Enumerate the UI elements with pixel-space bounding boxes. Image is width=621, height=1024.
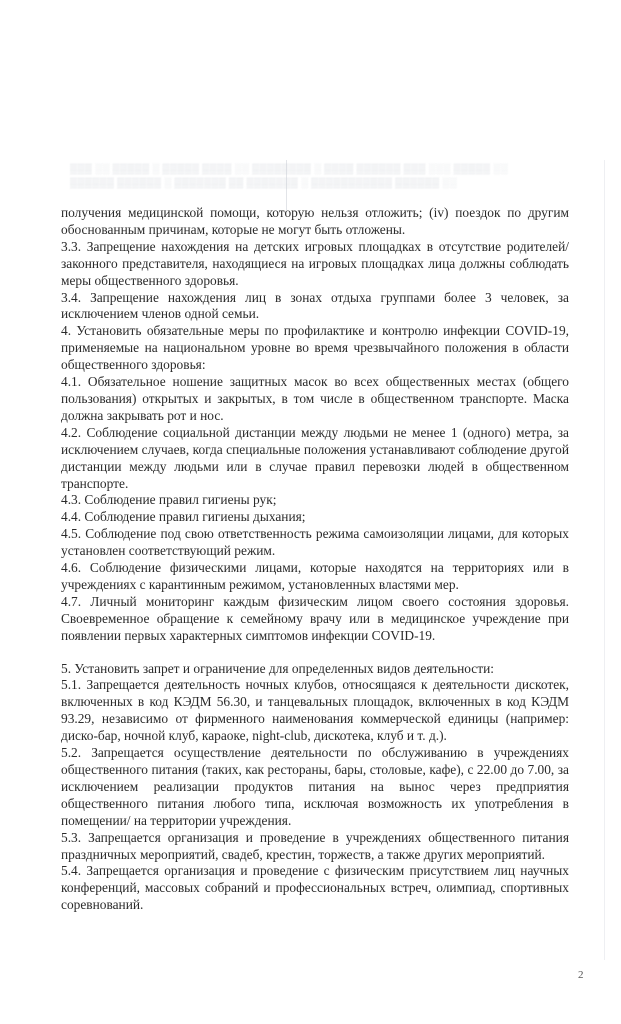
paragraph-continuation: получения медицинской помощи, которую нельзя отложить; (iv) поездок по другим обоснованным причинам, которые не могут быть отложены. [61,205,569,237]
paragraph-5-4: 5.4. Запрещается организация и проведение с физическим присутствием лиц научных конференций, массовых собраний и профессиональных встреч, олимпиад, спортивных соревнований. [61,863,569,913]
paragraph-4-7: 4.7. Личный мониторинг каждым физическим лицом своего состояния здоровья. Своевременное обращение к семейному врачу или в медицинское учреждение при появлении первых характерных симптомов инфекции COVID-19. [61,593,569,643]
bleed-through-text: ▒▒▒ ░░ ▒▒▒▒▒ ░ ▒▒▒▒▒ ▒▒▒▒ ░░ ▒▒▒▒▒▒▒▒ ░ ▒▒▒▒ ▒▒▒▒▒▒ ▒▒▒ ░░░ ▒▒▒▒▒ ░░ ▒▒▒▒▒▒ ▒▒▒▒▒▒ ░ ▒▒▒▒▒▒▒ ▒▒ ▒▒▒▒▒▒▒ ░ ▒▒▒▒▒▒▒▒▒▒▒ ▒▒▒▒▒▒ ░░ [70,164,508,189]
page-number: 2 [578,969,584,981]
paragraph-5: 5. Установить запрет и ограничение для определенных видов деятельности: [61,660,494,676]
paragraph-5-3: 5.3. Запрещается организация и проведение в учреждениях общественного питания праздничных мероприятий, свадеб, крестин, торжеств, а также других мероприятий. [61,829,569,862]
paragraph-4-3: 4.3. Соблюдение правил гигиены рук; [61,492,277,508]
scan-edge-line [604,160,605,960]
paragraph-5-1: 5.1. Запрещается деятельность ночных клубов, относящаяся к деятельности дискотек, включенных в код КЭДМ 56.30, и танцевальных площадок, включенных в код КЭДМ 93.29, независимо от фирменного наименования коммерческой единицы (например: диско-бар, ночной клуб, караоке, night-club, дискотека, клуб и т. д.). [61,677,569,744]
paragraph-4-6: 4.6. Соблюдение физическими лицами, которые находятся на территориях или в учреждениях с карантинным режимом, установленных властями мер. [61,560,569,592]
paragraph-3-3: 3.3. Запрещение нахождения на детских игровых площадках в отсутствие родителей/ законного представителя, находящиеся на игровых площадках лица должны соблюдать меры общественного здоровья. [61,238,569,288]
paragraph-4-2: 4.2. Соблюдение социальной дистанции между людьми не менее 1 (одного) метра, за исключением случаев, когда специальные положения устанавливают соблюдение другой дистанции между людьми или в случае правил перевозки людей в общественном транспорте. [61,424,569,491]
paragraph-3-4: 3.4. Запрещение нахождения лиц в зонах отдыха группами более 3 человек, за исключением членов одной семьи. [61,289,569,322]
paragraph-4-4: 4.4. Соблюдение правил гигиены дыхания; [61,509,306,525]
paragraph-4-1: 4.1. Обязательное ношение защитных масок во всех общественных местах (общего пользования) открытых и закрытых, в том числе в общественном транспорте. Маска должна закрывать рот и нос. [61,374,569,423]
paragraph-4-5: 4.5. Соблюдение под свою ответственность режима самоизоляции лицами, для которых установлен соответствующий режим. [61,526,569,559]
section-gap [61,645,569,661]
paragraph-4: 4. Установить обязательные меры по профилактике и контролю инфекции COVID-19, применяемые на национальном уровне во время чрезвычайного положения в области общественного здоровья: [61,323,569,373]
paragraph-5-2: 5.2. Запрещается осуществление деятельности по обслуживанию в учреждениях общественного питания (таких, как рестораны, бары, столовые, кафе), с 22.00 до 7.00, за исключением реализации продуктов питания на вынос через предприятия общественного питания любого типа, исключая возможность их употребления в помещении/ на территории учреждения. [61,745,569,828]
document-body [61,205,569,914]
